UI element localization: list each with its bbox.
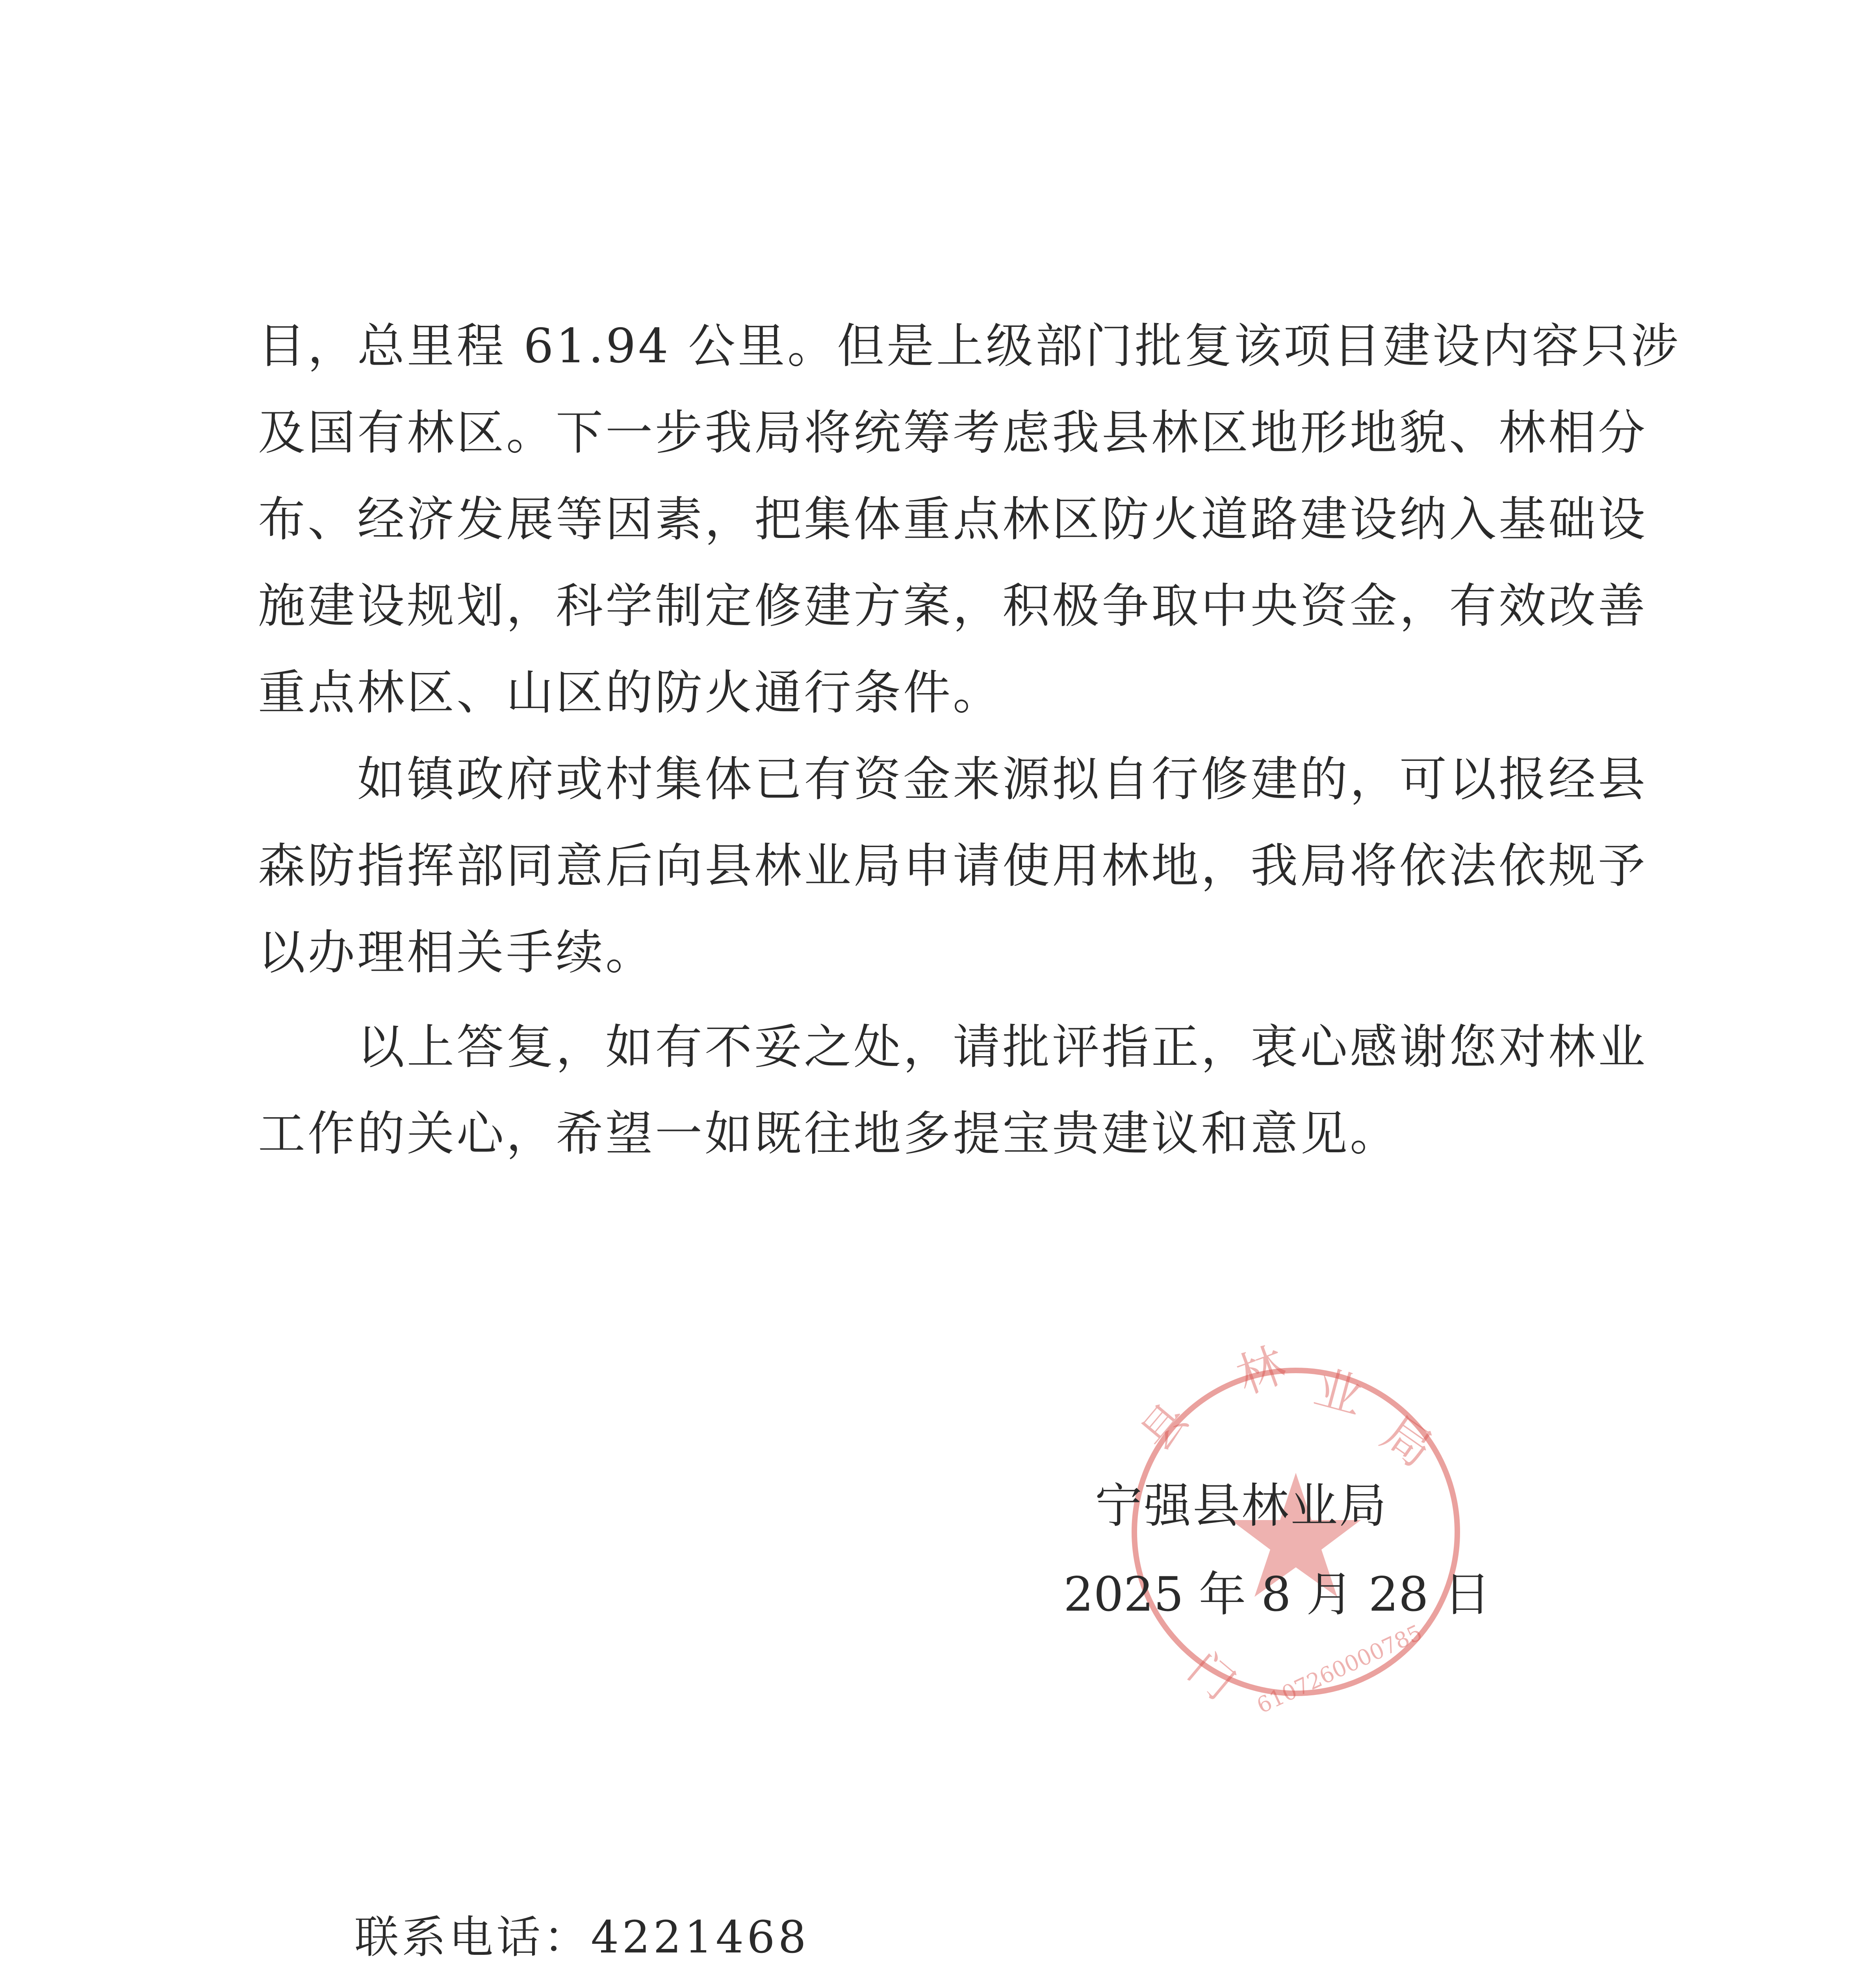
body-line-4: 施建设规划，科学制定修建方案，积极争取中央资金，有效改善 <box>258 579 1648 634</box>
svg-text:门: 门 <box>1179 1643 1245 1709</box>
svg-text:业: 业 <box>1308 1360 1369 1426</box>
body-line-3: 布、经济发展等因素，把集体重点林区防火道路建设纳入基础设 <box>258 492 1648 547</box>
body-line-8: 以办理相关手续。 <box>258 925 655 980</box>
body-line-2: 及国有林区。下一步我局将统筹考虑我县林区地形地貌、林相分 <box>258 406 1648 460</box>
body-line-5: 重点林区、山区的防火通行条件。 <box>258 666 1002 720</box>
body-line-10: 工作的关心，希望一如既往地多提宝贵建议和意见。 <box>258 1107 1399 1161</box>
body-line-1: 目，总里程 61.94 公里。但是上级部门批复该项目建设内容只涉 <box>258 319 1681 374</box>
svg-text:6107260000785: 6107260000785 <box>1253 1620 1426 1719</box>
contact-phone: 联系电话：4221468 <box>354 1912 809 1963</box>
body-line-7: 森防指挥部同意后向县林业局申请使用林地，我局将依法依规予 <box>258 839 1648 894</box>
svg-text:县: 县 <box>1131 1394 1198 1460</box>
svg-text:林: 林 <box>1230 1337 1293 1405</box>
body-line-6: 如镇政府或村集体已有资金来源拟自行修建的，可以报经县 <box>258 752 1648 807</box>
body-line-9: 以上答复，如有不妥之处，请批评指正，衷心感谢您对林业 <box>258 1020 1648 1075</box>
svg-text:局: 局 <box>1372 1405 1442 1478</box>
signature-org: 宁强县林业局 <box>1095 1479 1388 1533</box>
signature-date: 2025 年 8 月 28 日 <box>1063 1567 1491 1622</box>
